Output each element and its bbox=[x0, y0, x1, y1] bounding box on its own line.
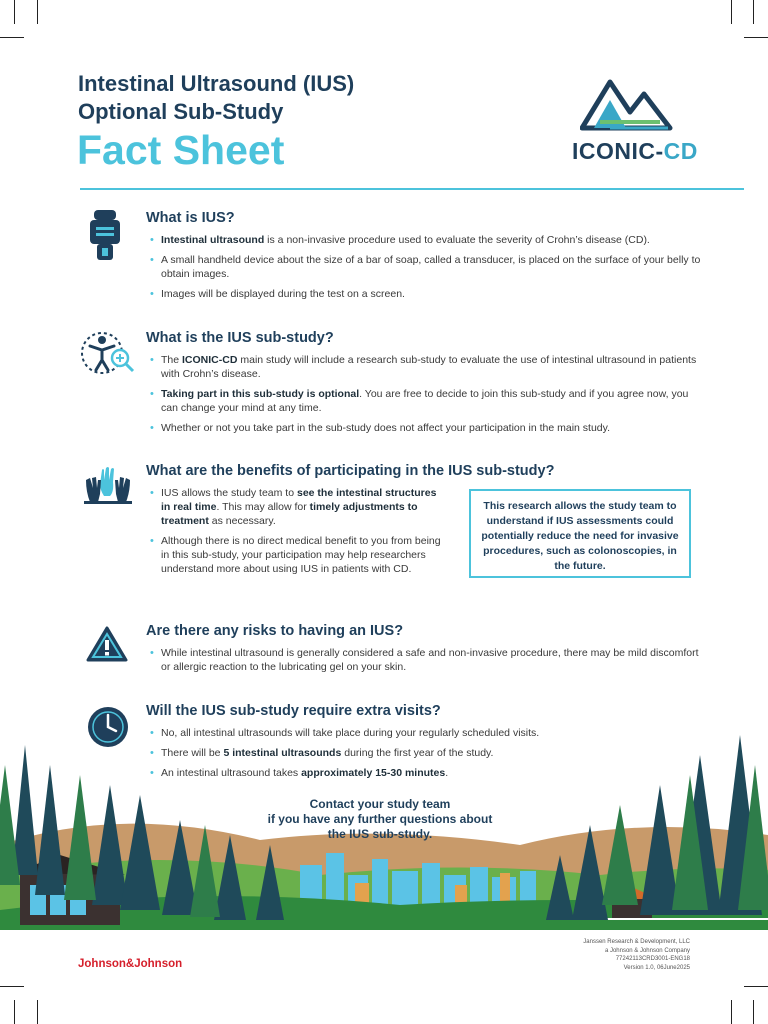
text-run: A small handheld device about the size of a bar of soap, called a transducer, is placed on the surface of your belly to obtain images. bbox=[161, 254, 701, 280]
logo-suffix: CD bbox=[663, 138, 698, 164]
section-heading: What is the IUS sub-study? bbox=[146, 330, 334, 346]
bullet-item bbox=[146, 287, 706, 301]
bullet-item bbox=[146, 253, 706, 281]
callout-box: This research allows the study team to understand if IUS assessments could potentially reduce the need for invasive procedures, such as colonoscopies, in the future. bbox=[469, 489, 691, 578]
crop-mark bbox=[14, 0, 15, 24]
warning-icon bbox=[86, 626, 128, 662]
text-run: Whether or not you take part in the sub-study does not affect your participation in the main study. bbox=[161, 422, 611, 434]
crop-mark bbox=[14, 1000, 15, 1024]
bullet-list bbox=[146, 233, 706, 301]
bullet-item bbox=[146, 387, 706, 415]
crop-mark bbox=[753, 1000, 754, 1024]
footer-legal bbox=[583, 938, 690, 972]
text-run: While intestinal ultrasound is generally considered a safe and non-invasive procedure, there may be mild discomfort or allergic reaction to the lubricating gel on your skin. bbox=[161, 647, 699, 673]
text-run: An intestinal ultrasound takes bbox=[161, 767, 302, 779]
bullet-item bbox=[146, 353, 706, 381]
footer-line: 77242113CRD3001-ENG18 bbox=[615, 956, 690, 962]
crop-mark bbox=[731, 0, 732, 24]
footer-line: a Johnson & Johnson Company bbox=[604, 947, 690, 954]
text-run: . bbox=[445, 767, 449, 779]
section-heading: What is IUS? bbox=[146, 210, 235, 226]
footer-line: Version 1.0, 06June2025 bbox=[623, 964, 690, 971]
bullet-list bbox=[146, 486, 446, 576]
bullet-item bbox=[146, 233, 706, 247]
text-run: Although there is no direct medical benefit to you from being in this sub-study, your participation may help researchers understand more about using IUS in patients with CD. bbox=[161, 535, 441, 575]
bold-text: ICONIC-CD bbox=[182, 354, 238, 366]
bullet-item bbox=[146, 646, 706, 674]
text-run: There will be bbox=[161, 747, 224, 759]
bullet-item bbox=[146, 421, 706, 435]
text-run: . This may allow for bbox=[216, 501, 310, 513]
crop-mark bbox=[744, 37, 768, 38]
contact-line-1: Contact your study team bbox=[309, 797, 451, 811]
contact-message bbox=[220, 797, 540, 842]
section-risks bbox=[146, 622, 706, 680]
text-run: . You are free to decide to join this sub-study and if you agree now, you can change your mind at any time. bbox=[161, 388, 689, 414]
header-divider bbox=[80, 188, 744, 190]
bold-text: Intestinal ultrasound bbox=[161, 234, 265, 246]
text-run: The bbox=[161, 354, 183, 366]
johnson-johnson-logo: Johnson&Johnson bbox=[78, 958, 183, 970]
title-line-1: Intestinal Ultrasound (IUS) bbox=[78, 71, 355, 96]
text-run: No, all intestinal ultrasounds will take place during your regularly scheduled visits. bbox=[161, 727, 540, 739]
iconic-cd-logo bbox=[572, 138, 698, 165]
mountain-logo-icon bbox=[580, 78, 688, 134]
logo-prefix: ICONIC- bbox=[572, 138, 664, 164]
crop-mark bbox=[744, 986, 768, 987]
text-run: main study will include a research sub-study to evaluate the use of intestinal ultrasound in patients with Crohn’s disease. bbox=[161, 354, 697, 380]
bullet-item bbox=[146, 534, 446, 576]
crop-mark bbox=[731, 1000, 732, 1024]
bold-text: Taking part in this sub-study is optional bbox=[161, 388, 360, 400]
text-run: Images will be displayed during the test on a screen. bbox=[161, 288, 405, 300]
text-run: IUS allows the study team to bbox=[161, 487, 297, 499]
section-heading: What are the benefits of participating in the IUS sub-study? bbox=[146, 463, 555, 479]
ultrasound-transducer-icon bbox=[88, 210, 122, 262]
section-heading: Will the IUS sub-study require extra visits? bbox=[146, 703, 441, 719]
footer-line: Janssen Research & Development, LLC bbox=[583, 939, 690, 945]
bullet-list bbox=[146, 353, 706, 435]
section-heading: Are there any risks to having an IUS? bbox=[146, 623, 404, 639]
crop-mark bbox=[0, 37, 24, 38]
bold-text: approximately 15-30 minutes bbox=[301, 767, 446, 779]
title-line-2: Optional Sub-Study bbox=[78, 99, 284, 124]
bullet-item bbox=[146, 486, 446, 528]
text-run: during the first year of the study. bbox=[341, 747, 494, 759]
contact-line-3: the IUS sub-study. bbox=[327, 827, 433, 841]
section-what-is-ius bbox=[146, 209, 706, 307]
bold-text: see the intestinal structures in real time bbox=[161, 487, 437, 513]
text-run: is a non-invasive procedure used to evaluate the severity of Crohn’s disease (CD). bbox=[264, 234, 650, 246]
contact-line-2: if you have any further questions about bbox=[267, 812, 493, 826]
page-title: Fact Sheet bbox=[77, 127, 285, 173]
crop-mark bbox=[753, 0, 754, 24]
crop-mark bbox=[37, 1000, 38, 1024]
text-run: as necessary. bbox=[208, 515, 276, 527]
raised-hands-icon bbox=[84, 466, 132, 504]
section-what-is-substudy bbox=[146, 329, 706, 441]
bold-text: timely adjustments to treatment bbox=[161, 501, 418, 527]
bullet-list bbox=[146, 646, 706, 674]
crop-mark bbox=[37, 0, 38, 24]
person-magnifier-icon bbox=[80, 330, 136, 376]
bold-text: 5 intestinal ultrasounds bbox=[223, 747, 342, 759]
crop-mark bbox=[0, 986, 24, 987]
